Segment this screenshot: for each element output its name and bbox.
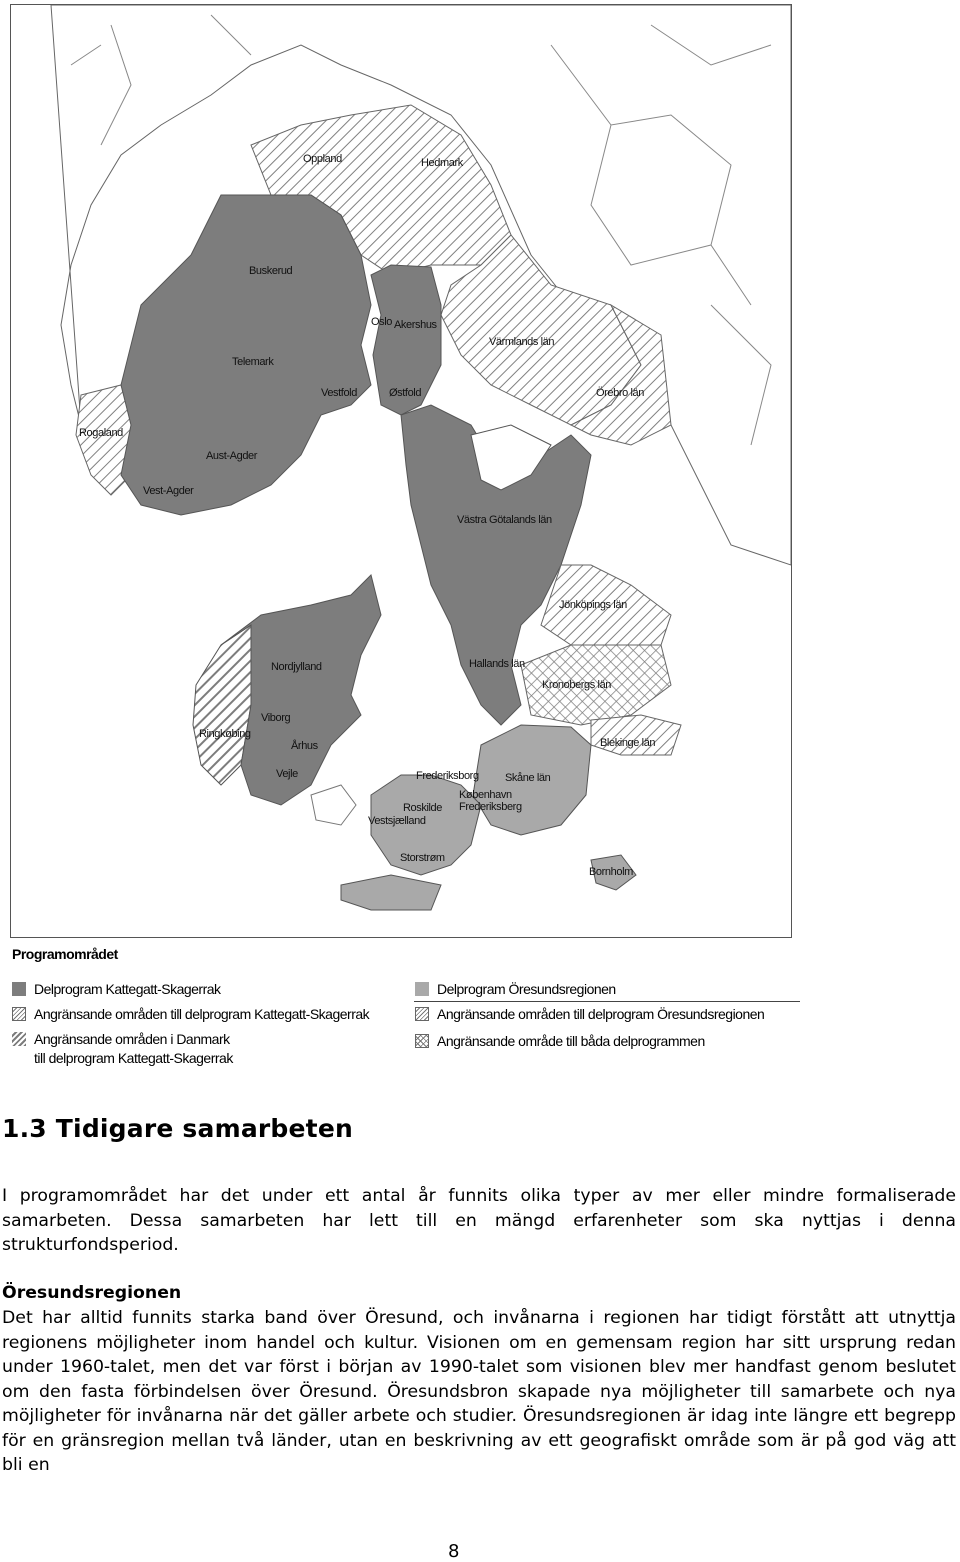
label-ostfold: Østfold bbox=[389, 387, 422, 399]
area-blekinge bbox=[591, 715, 681, 755]
label-blekinge: Blekinge län bbox=[600, 737, 656, 749]
label-vastra-gotaland: Västra Götalands län bbox=[457, 514, 552, 526]
label-frederiksberg: Frederiksberg bbox=[459, 801, 522, 813]
area-kattegatt-norway bbox=[121, 195, 371, 515]
legend-label-adjacent-oresund: Angränsande områden till delprogram Öresundsregionen bbox=[437, 1006, 765, 1022]
label-roskilde: Roskilde bbox=[403, 802, 442, 814]
label-hedmark: Hedmark bbox=[421, 157, 463, 169]
label-vestfold: Vestfold bbox=[321, 387, 357, 399]
label-ringkobing: Ringkøbing bbox=[199, 728, 251, 740]
legend-label-oresund: Delprogram Öresundsregionen bbox=[437, 981, 616, 997]
label-frederiksborg: Frederiksborg bbox=[416, 770, 479, 782]
subheading-oresundsregionen: Öresundsregionen bbox=[2, 1283, 182, 1303]
label-vest-agder: Vest-Agder bbox=[143, 485, 194, 497]
label-halland: Hallands län bbox=[469, 658, 525, 670]
label-nordjylland: Nordjylland bbox=[271, 661, 322, 673]
label-buskerud: Buskerud bbox=[249, 265, 293, 277]
legend-label-adjacent-denmark-1: Angränsande områden i Danmark bbox=[34, 1031, 230, 1047]
legend-swatch-adjacent-both bbox=[415, 1034, 429, 1048]
intro-paragraph: I programområdet har det under ett antal år funnits olika typer av mer eller mindre formaliserade samarbeten. Dessa samarbeten har lett till en mängd erfarenheter som ska nyttjas i denna strukturfondsperiod. bbox=[2, 1186, 956, 1255]
label-kobenhavn: København bbox=[459, 789, 512, 801]
legend-swatch-kattegatt bbox=[12, 982, 26, 996]
legend-label-adjacent-kattegatt: Angränsande områden till delprogram Kattegatt-Skagerrak bbox=[34, 1006, 370, 1022]
label-varmland: Värmlands län bbox=[489, 336, 555, 348]
legend-label-adjacent-denmark-2: till delprogram Kattegatt-Skagerrak bbox=[34, 1050, 233, 1066]
legend-divider bbox=[414, 1001, 800, 1002]
body-paragraph: Det har alltid funnits starka band över Öresund, och invånarna i regionen har tidigt förstått att utnyttja regionens möjligheter inom handel och kultur. Visionen om en gemensam region har sitt ursprung redan under 1960-talet, men det var först i början av 1990-talet som visionen blev mer handfast genom beslutet om den fasta förbindelsen över Öresund. Öresundsbron skapade nya möjligheter till samarbete och nya möjligheter för invånarna när det gäller arbete och studier. Öresundsregionen är idag inte längre ett begrepp för en gränsregion mellan två länder, utan en beskrivning av ett geografiskt område som är på god väg att bli en bbox=[2, 1308, 956, 1475]
label-orebro: Örebro län bbox=[596, 387, 644, 399]
area-funen bbox=[311, 785, 356, 825]
legend-label-kattegatt: Delprogram Kattegatt-Skagerrak bbox=[34, 981, 221, 997]
label-oslo: Oslo bbox=[371, 316, 393, 328]
legend-swatch-adjacent-oresund bbox=[415, 1007, 429, 1021]
label-rogaland: Rogaland bbox=[79, 427, 123, 439]
label-skane: Skåne län bbox=[505, 772, 551, 784]
legend-swatch-adjacent-kattegatt bbox=[12, 1007, 26, 1021]
legend-title: Programområdet bbox=[12, 946, 118, 962]
label-oppland: Oppland bbox=[303, 153, 342, 165]
label-akershus: Akershus bbox=[394, 319, 437, 331]
page-number: 8 bbox=[448, 1541, 460, 1562]
label-telemark: Telemark bbox=[232, 356, 274, 368]
label-bornholm: Bornholm bbox=[589, 866, 633, 878]
label-aust-agder: Aust-Agder bbox=[206, 450, 258, 462]
area-lolland bbox=[341, 875, 441, 910]
section-heading: 1.3 Tidigare samarbeten bbox=[2, 1114, 353, 1143]
label-storstrom: Storstrøm bbox=[400, 852, 445, 864]
legend-label-adjacent-both: Angränsande område till båda delprogrammen bbox=[437, 1033, 705, 1049]
legend-swatch-adjacent-denmark bbox=[12, 1032, 26, 1046]
label-arhus: Århus bbox=[291, 740, 318, 752]
label-kronoberg: Kronobergs län bbox=[542, 679, 612, 691]
label-jonkoping: Jönköpings län bbox=[559, 599, 627, 611]
legend-swatch-oresund bbox=[415, 982, 429, 996]
label-vejle: Vejle bbox=[276, 768, 298, 780]
label-vestsjaelland: Vestsjælland bbox=[368, 815, 426, 827]
program-area-map bbox=[10, 4, 792, 938]
label-viborg: Viborg bbox=[261, 712, 291, 724]
